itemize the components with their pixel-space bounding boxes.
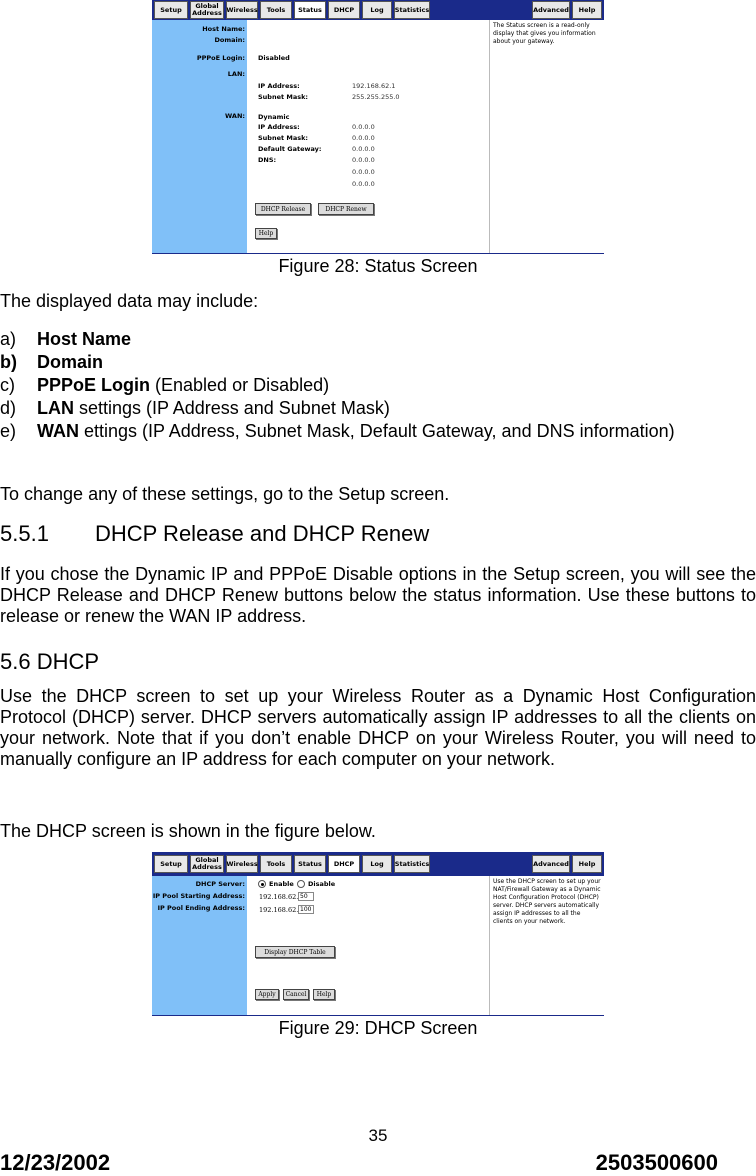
apply-button[interactable]: Apply — [255, 989, 279, 1000]
wan-ip-value: 0.0.0.0 — [352, 123, 375, 131]
section-number: 5.5.1 — [0, 521, 49, 546]
wan-mask-label: Subnet Mask: — [258, 134, 309, 142]
change-settings-note: To change any of these settings, go to the Setup screen. — [0, 484, 450, 504]
host-name-label: Host Name: — [202, 25, 245, 33]
pool-start-prefix: 192.168.62. — [259, 893, 299, 901]
list-term: Domain — [37, 352, 104, 372]
wan-mode: Dynamic — [258, 113, 290, 121]
lan-ip-value: 192.168.62.1 — [352, 82, 396, 90]
figure-29-caption: Figure 29: DHCP Screen — [278, 1018, 478, 1038]
tab-tools[interactable]: Tools — [260, 1, 292, 19]
tab-statistics[interactable]: Statistics — [394, 1, 430, 19]
pppoe-login-label: PPPoE Login: — [196, 54, 245, 62]
lan-label: LAN: — [227, 70, 245, 78]
wan-mask-value: 0.0.0.0 — [352, 134, 375, 142]
tab-setup[interactable]: Setup — [154, 1, 188, 19]
status-screen-figure — [152, 0, 604, 254]
tab-wireless[interactable]: Wireless — [226, 1, 258, 19]
lan-mask-value: 255.255.255.0 — [352, 93, 400, 101]
tab-status[interactable]: Status — [294, 855, 326, 873]
section-5-6-paragraph: Use the DHCP screen to set up your Wireless Router as a Dynamic Host Configuration Protocol (DHCP) server. DHCP servers automatically assign IP addresses to all the clients on your network. Note that if you don’t enable DHCP on your Wireless Router, you will need to manually configure an IP address for each computer on your network. — [0, 686, 756, 769]
section-5-5-1-paragraph: If you chose the Dynamic IP and PPPoE Disable options in the Setup screen, you will see the DHCP Release and DHCP Renew buttons below the status information. Use these buttons to release or renew the WAN IP address. — [0, 564, 756, 626]
tab-statistics[interactable]: Statistics — [394, 855, 430, 873]
pool-start-label: IP Pool Starting Address: — [152, 892, 245, 900]
tab-help[interactable]: Help — [572, 1, 602, 19]
pppoe-value: Disabled — [258, 54, 290, 62]
list-marker: b) — [0, 352, 17, 372]
tab-advanced[interactable]: Advanced — [532, 1, 570, 19]
help-button[interactable]: Help — [255, 228, 277, 239]
tab-advanced[interactable]: Advanced — [532, 855, 570, 873]
label-column — [152, 20, 247, 253]
pool-start-input[interactable]: 50 — [298, 892, 314, 901]
dhcp-shown-text: The DHCP screen is shown in the figure below. — [0, 821, 376, 841]
wan-gateway-label: Default Gateway: — [258, 145, 322, 153]
disable-radio[interactable] — [297, 880, 305, 888]
tab-status[interactable]: Status — [294, 1, 326, 19]
section-title: DHCP Release and DHCP Renew — [95, 521, 430, 546]
tab-setup[interactable]: Setup — [154, 855, 188, 873]
wan-gateway-value: 0.0.0.0 — [352, 145, 375, 153]
section-5-6-heading: 5.6 DHCP — [0, 649, 100, 674]
list-rest: ettings (IP Address, Subnet Mask, Default Gateway, and DNS information) — [79, 421, 675, 441]
tab-wireless[interactable]: Wireless — [226, 855, 258, 873]
list-term: Host Name — [37, 329, 132, 349]
section-5-5-1-heading — [0, 521, 430, 547]
list-marker: c) — [0, 375, 15, 395]
nav-bar — [152, 0, 604, 20]
page-number: 35 — [368, 1126, 388, 1145]
nav-bar — [152, 852, 604, 876]
footer-doc-number: 2503500600 — [595, 1150, 718, 1175]
wan-dns-value-2: 0.0.0.0 — [352, 168, 375, 176]
dhcp-server-label: DHCP Server: — [195, 880, 245, 888]
tab-global-address[interactable]: Global Address — [190, 855, 224, 873]
pool-end-input[interactable]: 100 — [298, 905, 314, 914]
lan-ip-label: IP Address: — [258, 82, 300, 90]
domain-label: Domain: — [214, 36, 245, 44]
list-term: LAN — [37, 398, 74, 418]
tab-log[interactable]: Log — [362, 1, 392, 19]
tab-tools[interactable]: Tools — [260, 855, 292, 873]
wan-ip-label: IP Address: — [258, 123, 300, 131]
label-column — [152, 876, 247, 1015]
enable-label: Enable — [269, 880, 294, 888]
help-panel: The Status screen is a read-only display that gives you information about your gateway. — [489, 20, 604, 253]
figure-28-caption: Figure 28: Status Screen — [278, 256, 478, 276]
dhcp-renew-button[interactable]: DHCP Renew — [318, 203, 374, 215]
dhcp-release-button[interactable]: DHCP Release — [255, 203, 311, 215]
list-marker: a) — [0, 329, 17, 349]
intro-text: The displayed data may include: — [0, 291, 259, 311]
display-dhcp-table-button[interactable]: Display DHCP Table — [255, 946, 335, 958]
wan-dns-label: DNS: — [258, 156, 277, 164]
list-marker: e) — [0, 421, 17, 441]
footer-date: 12/23/2002 — [0, 1150, 111, 1175]
tab-log[interactable]: Log — [362, 855, 392, 873]
tab-global-address[interactable]: Global Address — [190, 1, 224, 19]
list-rest: settings (IP Address and Subnet Mask) — [74, 398, 390, 418]
disable-label: Disable — [308, 880, 336, 888]
pool-end-prefix: 192.168.62. — [259, 906, 299, 914]
pool-end-label: IP Pool Ending Address: — [157, 904, 245, 912]
dhcp-screen-figure — [152, 852, 604, 1016]
wan-label: WAN: — [225, 112, 245, 120]
list-term: PPPoE Login — [37, 375, 151, 395]
help-button[interactable]: Help — [313, 989, 335, 1000]
enable-radio[interactable] — [258, 880, 266, 888]
lan-mask-label: Subnet Mask: — [258, 93, 309, 101]
wan-dns-value-1: 0.0.0.0 — [352, 156, 375, 164]
wan-dns-value-3: 0.0.0.0 — [352, 180, 375, 188]
list-term: WAN — [37, 421, 79, 441]
list-marker: d) — [0, 398, 17, 418]
tab-dhcp[interactable]: DHCP — [328, 1, 360, 19]
cancel-button[interactable]: Cancel — [283, 989, 309, 1000]
tab-help[interactable]: Help — [572, 855, 602, 873]
list-rest: (Enabled or Disabled) — [150, 375, 330, 395]
tab-dhcp[interactable]: DHCP — [328, 855, 360, 873]
help-panel: Use the DHCP screen to set up your NAT/Firewall Gateway as a Dynamic Host Configuration Protocol (DHCP) server. DHCP servers automatically assign IP addresses to all the clients on your network. — [489, 876, 604, 1015]
